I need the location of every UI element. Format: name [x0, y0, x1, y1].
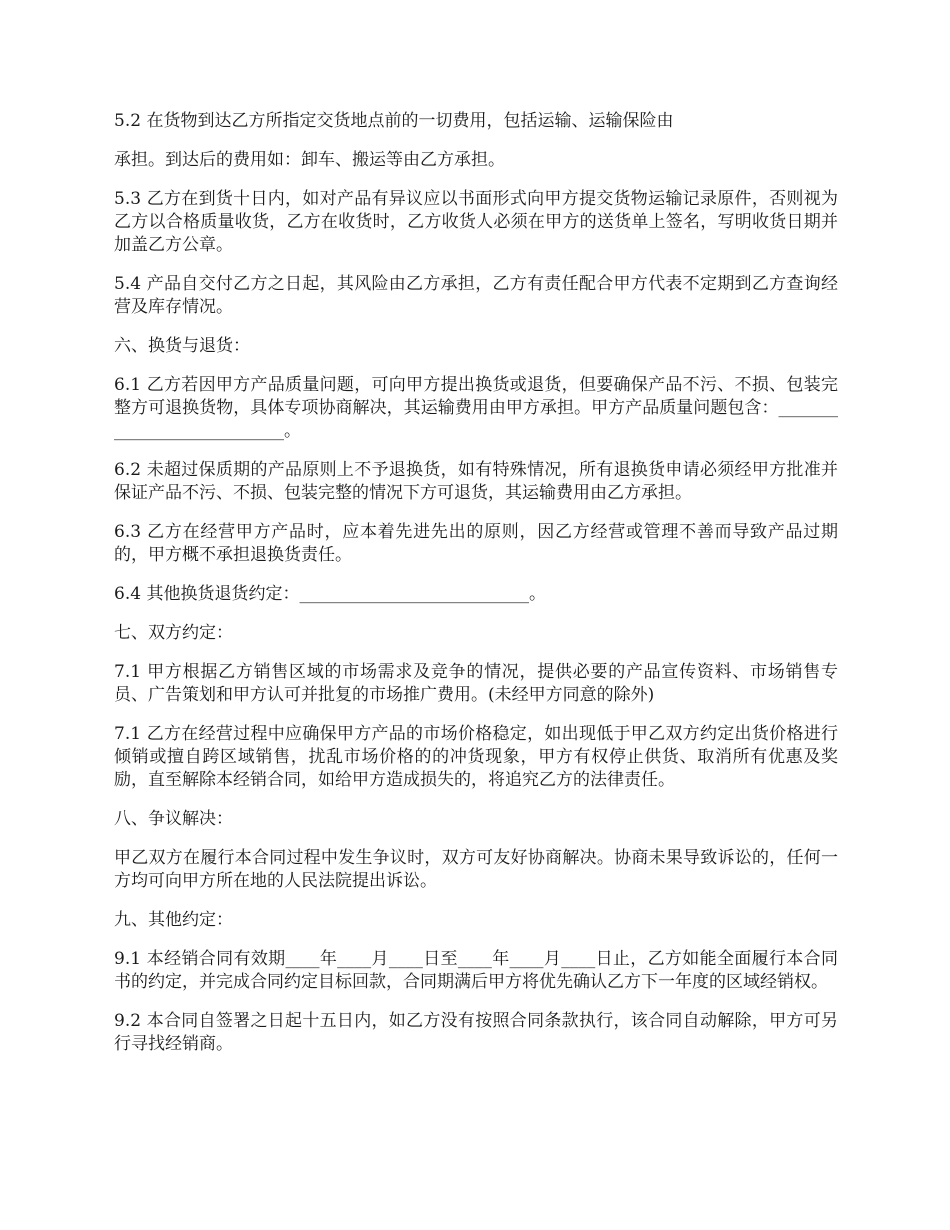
- clause-9-1: 9.1 本经销合同有效期____年____月____日至____年____月____日止，乙方如能全面履行本合同书的约定，并完成合同约定目标回款，合同期满后甲方将优先确认乙方下一年度的区域经销权。: [114, 949, 838, 992]
- clause-7-1-b: 7.1 乙方在经营过程中应确保甲方产品的市场价格稳定，如出现低于甲乙双方约定出货价格进行倾销或擅自跨区域销售，扰乱市场价格的的冲货现象，甲方有权停止供货、取消所有优惠及奖励，直至解除本经销合同，如给甲方造成损失的，将追究乙方的法律责任。: [114, 724, 838, 790]
- dispute-resolution-text: 甲乙双方在履行本合同过程中发生争议时，双方可友好协商解决。协商未果导致诉讼的，任何一方均可向甲方所在地的人民法院提出诉讼。: [114, 848, 838, 891]
- clause-5-4: 5.4 产品自交付乙方之日起，其风险由乙方承担，乙方有责任配合甲方代表不定期到乙方查询经营及库存情况。: [114, 274, 838, 317]
- clause-6-3: 6.3 乙方在经营甲方产品时，应本着先进先出的原则，因乙方经营或管理不善而导致产品过期的，甲方概不承担退换货责任。: [114, 522, 838, 565]
- clause-9-2: 9.2 本合同自签署之日起十五日内，如乙方没有按照合同条款执行，该合同自动解除，甲方可另行寻找经销商。: [114, 1011, 838, 1054]
- clause-6-2: 6.2 未超过保质期的产品原则上不予退换货，如有特殊情况，所有退换货申请必须经甲方批准并保证产品不污、不损、包装完整的情况下方可退货，其运输费用由乙方承担。: [114, 460, 838, 503]
- clause-5-3: 5.3 乙方在到货十日内，如对产品有异议应以书面形式向甲方提交货物运输记录原件，否则视为乙方以合格质量收货，乙方在收货时，乙方收货人必须在甲方的送货单上签名，写明收货日期并加盖乙方公章。: [114, 189, 838, 255]
- clause-7-1-a: 7.1 甲方根据乙方销售区域的市场需求及竞争的情况，提供必要的产品宣传资料、市场销售专员、广告策划和甲方认可并批复的市场推广费用。(未经甲方同意的除外): [114, 662, 838, 705]
- section-heading-exchange-return: 六、换货与退货：: [114, 336, 250, 356]
- clause-5-2: 5.2 在货物到达乙方所指定交货地点前的一切费用，包括运输、运输保险由: [114, 111, 674, 131]
- clause-6-1: 6.1 乙方若因甲方产品质量问题，可向甲方提出换货或退货，但要确保产品不污、不损、包装完整方可退换货物，具体专项协商解决，其运输费用由甲方承担。甲方产品质量问题包含：___________________________。: [114, 375, 838, 441]
- clause-6-4: 6.4 其他换货退货约定：___________________________。: [114, 584, 546, 604]
- section-heading-mutual-agreement: 七、双方约定：: [114, 623, 233, 643]
- clause-5-2-continued: 承担。到达后的费用如：卸车、搬运等由乙方承担。: [114, 150, 505, 170]
- document-page: [114, 110, 838, 1072]
- section-heading-other: 九、其他约定：: [114, 910, 233, 930]
- section-heading-dispute: 八、争议解决：: [114, 809, 233, 829]
